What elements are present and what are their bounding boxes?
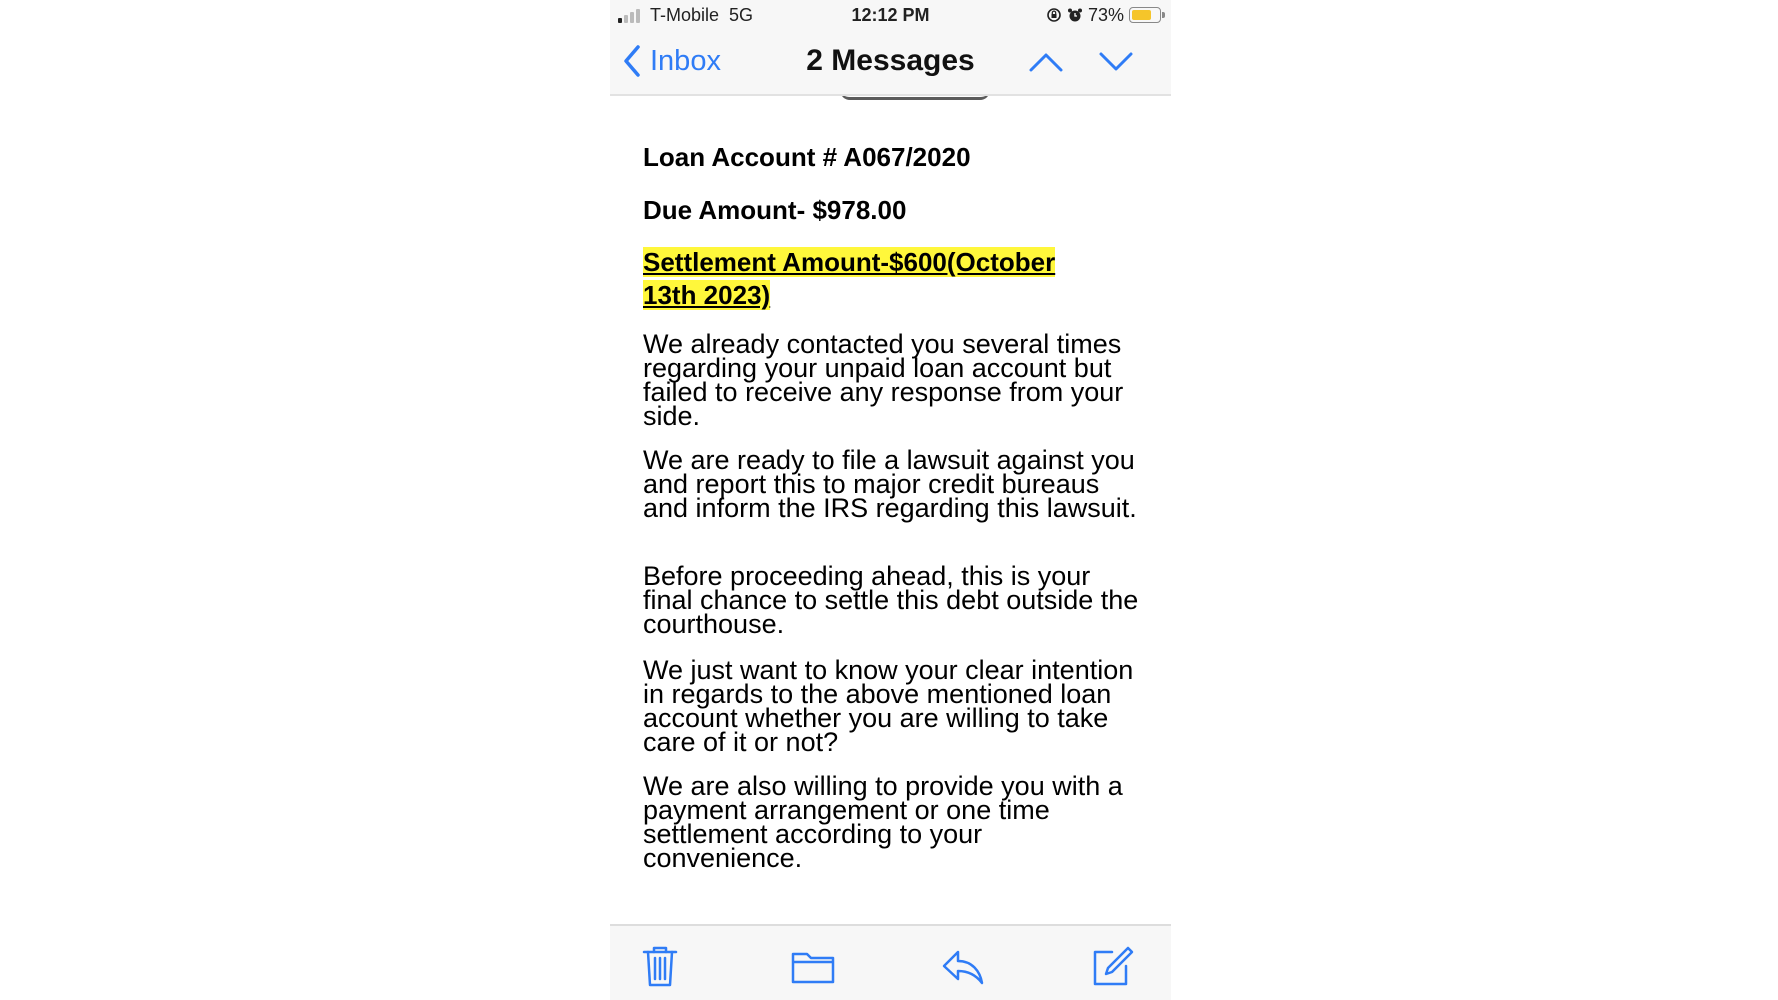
reply-icon xyxy=(940,944,986,988)
settlement-highlight: Settlement Amount-$600(October 13th 2023) xyxy=(643,247,1056,310)
move-to-folder-button[interactable] xyxy=(790,944,836,988)
rotation-lock-icon xyxy=(1046,7,1062,23)
scrolled-off-text xyxy=(840,96,990,100)
page-title: 2 Messages xyxy=(806,44,975,77)
trash-button[interactable] xyxy=(640,944,684,988)
paragraph-5: We are also willing to provide you with a payment arrangement or one time settlement according to your convenience. xyxy=(643,771,1123,873)
previous-message-button[interactable] xyxy=(1026,44,1066,80)
network-type: 5G xyxy=(729,5,754,25)
folder-icon xyxy=(790,944,836,988)
back-label: Inbox xyxy=(650,44,721,77)
paragraph-1: We already contacted you several times regarding your unpaid loan account but failed to receive any response from your side. xyxy=(643,329,1124,431)
compose-icon xyxy=(1090,944,1134,988)
loan-account-line: Loan Account # A067/2020 xyxy=(643,142,971,172)
back-to-inbox-button[interactable] xyxy=(622,43,721,79)
next-message-button[interactable] xyxy=(1096,44,1136,80)
bottom-toolbar xyxy=(610,924,1171,1000)
alarm-icon xyxy=(1067,7,1083,23)
status-bar xyxy=(610,0,1171,30)
status-indicators xyxy=(1046,4,1161,26)
carrier-name: T-Mobile xyxy=(650,5,720,25)
chevron-left-icon xyxy=(622,44,642,78)
battery-level xyxy=(1132,10,1151,20)
battery-icon xyxy=(1129,7,1161,23)
settlement-amount-line xyxy=(643,246,1083,312)
compose-button[interactable] xyxy=(1090,944,1134,988)
chevron-up-icon xyxy=(1028,51,1064,73)
message-body xyxy=(610,96,1171,926)
paragraph-4: We just want to know your clear intention in regards to the above mentioned loan account whether you are willing to take care of it or not? xyxy=(643,655,1134,757)
phone-screen xyxy=(610,0,1171,1000)
navigation-bar xyxy=(610,30,1171,96)
reply-button[interactable] xyxy=(940,944,986,988)
battery-percent: 73% xyxy=(1087,4,1124,25)
status-time: 12:12 PM xyxy=(851,5,930,25)
paragraph-2: We are ready to file a lawsuit against you and report this to major credit bureaus and inform the IRS regarding this lawsuit. xyxy=(643,445,1137,523)
trash-icon xyxy=(640,944,680,988)
paragraph-3: Before proceeding ahead, this is your final chance to settle this debt outside the courthouse. xyxy=(643,561,1139,639)
chevron-down-icon xyxy=(1098,51,1134,73)
due-amount-line: Due Amount- $978.00 xyxy=(643,195,907,225)
